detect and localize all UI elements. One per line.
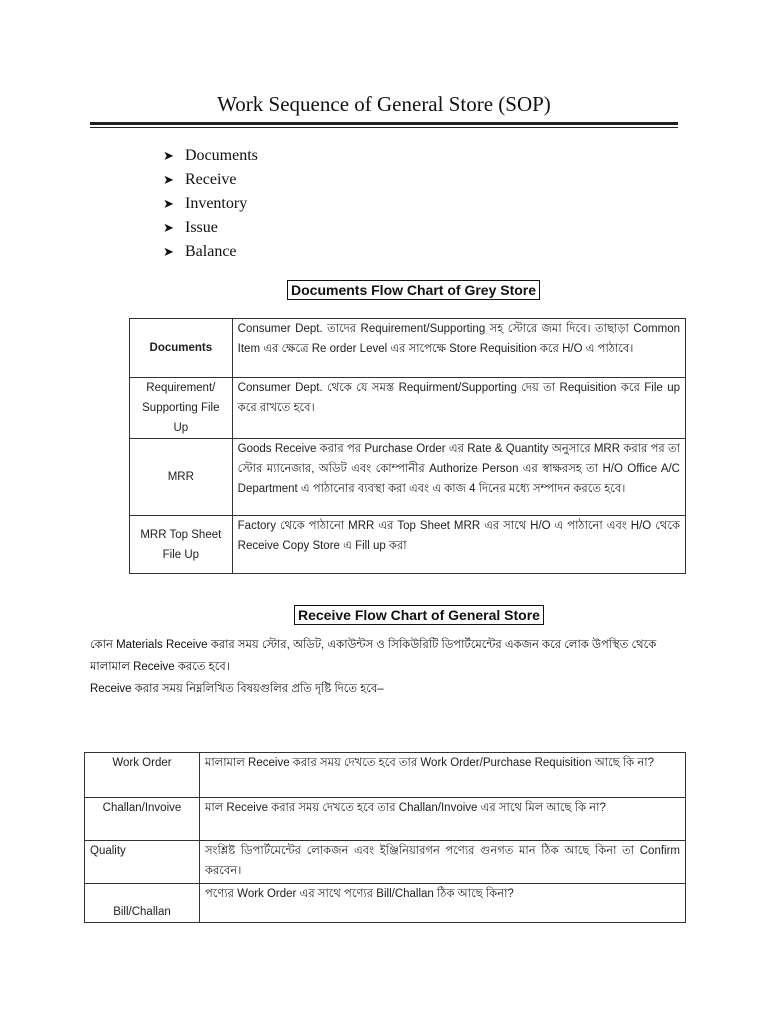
topic-label: Documents bbox=[185, 147, 258, 164]
table-row bbox=[85, 841, 686, 884]
topic-list bbox=[163, 144, 258, 264]
arrow-right-icon: ➤ bbox=[163, 172, 174, 187]
topic-item bbox=[163, 144, 258, 168]
arrow-right-icon: ➤ bbox=[163, 244, 174, 259]
topic-label: Inventory bbox=[185, 195, 248, 212]
row-label: Bill/Challan bbox=[85, 884, 200, 923]
arrow-right-icon: ➤ bbox=[163, 148, 174, 163]
topic-item bbox=[163, 192, 258, 216]
document-title: Work Sequence of General Store (SOP) bbox=[217, 92, 551, 116]
row-description: সংশ্লিষ্ট ডিপার্টমেন্টের লোকজন এবং ইঞ্জিনিয়ারগন পণ্যের গুনগত মান ঠিক আছে কিনা তা Confirm করবেন। bbox=[199, 841, 685, 884]
row-description: Goods Receive করার পর Purchase Order এর Rate & Quantity অনুসারে MRR করার পর তা স্টোর ম্যানেজার, অডিট এবং কোম্পানীর Authorize Person এর স্বাক্ষরসহ তা H/O Office A/C Department এ পাঠানোর ব্যবস্থা করা এবং এ কাজ 4 দিনের মধ্যে সম্পাদন করতে হবে। bbox=[232, 439, 685, 516]
table-row bbox=[130, 319, 686, 378]
row-description: মাল Receive করার সময় দেখতে হবে তার Challan/Invoive এর সাথে মিল আছে কি না? bbox=[199, 798, 685, 841]
row-description: Factory থেকে পাঠানো MRR এর Top Sheet MRR এর সাথে H/O এ পাঠানো এবং H/O থেকে Receive Copy Store এ Fill up করা bbox=[232, 516, 685, 574]
table-row bbox=[85, 884, 686, 923]
row-label: MRR bbox=[130, 439, 233, 516]
topic-label: Receive bbox=[185, 171, 237, 188]
row-label: Requirement/ Supporting File Up bbox=[130, 378, 233, 439]
topic-label: Issue bbox=[185, 219, 218, 236]
row-label: MRR Top Sheet File Up bbox=[130, 516, 233, 574]
arrow-right-icon: ➤ bbox=[163, 196, 174, 211]
receive-paragraph: Receive করার সময় নিম্নলিখিত বিষয়গুলির প্রতি দৃষ্টি দিতে হবে– bbox=[90, 683, 384, 695]
arrow-right-icon: ➤ bbox=[163, 220, 174, 235]
receive-flow-heading: Receive Flow Chart of General Store bbox=[294, 605, 544, 625]
table-row bbox=[130, 516, 686, 574]
title-underline bbox=[90, 122, 678, 128]
receive-paragraph: কোন Materials Receive করার সময় স্টোর, অডিট, একাউন্টস ও সিকিউরিটি ডিপার্টমেন্টের একজন করে লোক উপস্থিত থেকে মালামাল Receive করতে হবে। bbox=[90, 639, 657, 673]
table-row bbox=[85, 798, 686, 841]
topic-item bbox=[163, 168, 258, 192]
topic-item bbox=[163, 216, 258, 240]
row-label: Documents bbox=[130, 319, 233, 378]
row-description: Consumer Dept. থেকে যে সমস্ত Requirment/Supporting দেয় তা Requisition করে File up করে রাখতে হবে। bbox=[232, 378, 685, 439]
row-description: Consumer Dept. তাদের Requirement/Supporting সহ স্টোরে জমা দিবে। তাছাড়া Common Item এর ক্ষেত্রে Re order Level এর সাপেক্ষে Store Requisition করে H/O এ পাঠাবে। bbox=[232, 319, 685, 378]
table-row bbox=[130, 378, 686, 439]
documents-flow-table bbox=[129, 318, 686, 574]
row-label: Challan/Invoive bbox=[85, 798, 200, 841]
row-description: পণ্যের Work Order এর সাথে পণ্যের Bill/Challan ঠিক আছে কিনা? bbox=[199, 884, 685, 923]
table-row bbox=[130, 439, 686, 516]
documents-flow-heading: Documents Flow Chart of Grey Store bbox=[287, 280, 540, 300]
receive-instructions bbox=[90, 634, 680, 700]
row-description: মালামাল Receive করার সময় দেখতে হবে তার Work Order/Purchase Requisition আছে কি না? bbox=[199, 753, 685, 798]
topic-item bbox=[163, 240, 258, 264]
receive-checklist-table bbox=[84, 752, 686, 923]
row-label: Quality bbox=[85, 841, 200, 884]
row-label: Work Order bbox=[85, 753, 200, 798]
table-row bbox=[85, 753, 686, 798]
topic-label: Balance bbox=[185, 243, 237, 260]
